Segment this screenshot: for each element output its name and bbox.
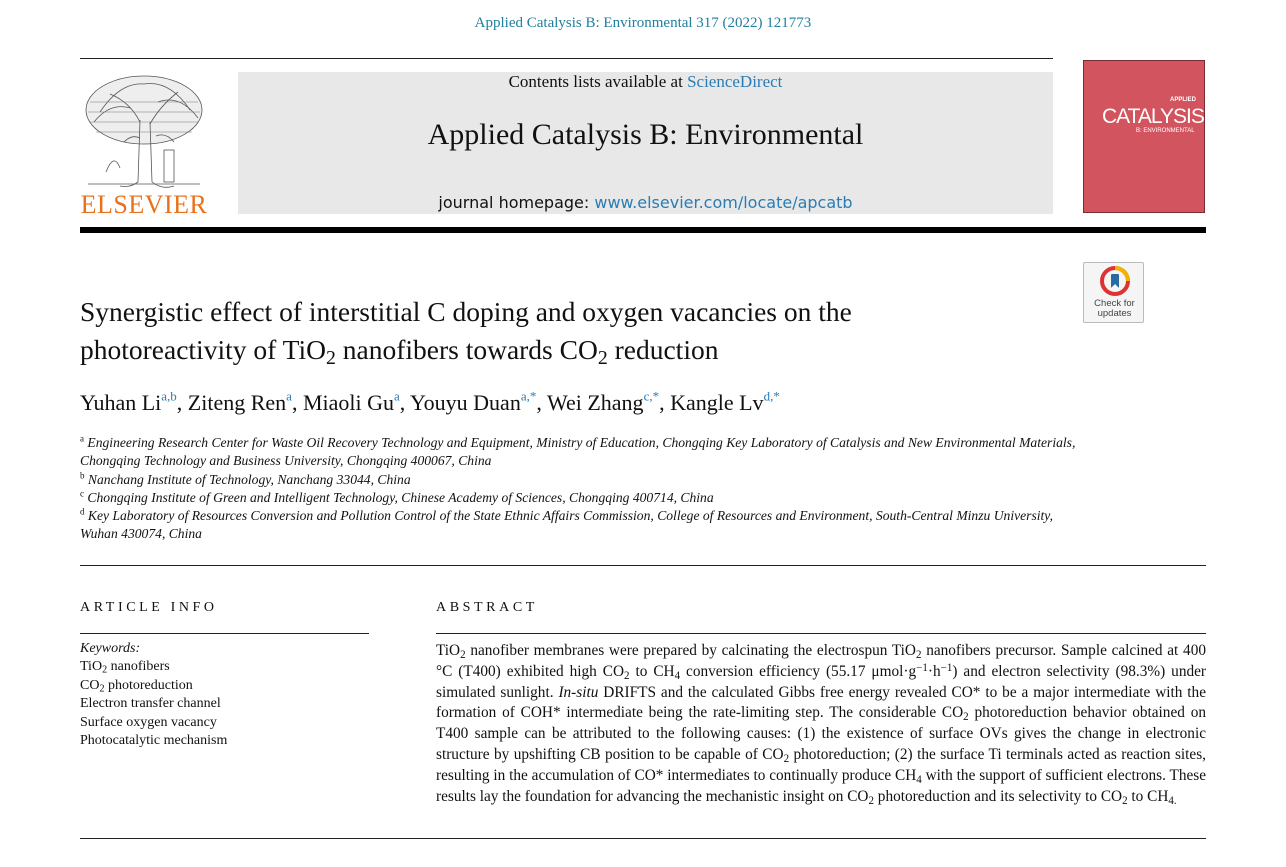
keyword-text: photoreduction xyxy=(104,677,193,693)
divider xyxy=(436,633,1206,634)
divider xyxy=(80,838,1206,839)
subscript: 4 xyxy=(674,669,681,682)
title-segment: reduction xyxy=(607,334,719,365)
keyword-text: nanofibers xyxy=(107,659,170,675)
abstract-text: photoreduction and its selectivity to CO xyxy=(873,787,1123,805)
sciencedirect-link[interactable]: ScienceDirect xyxy=(687,72,783,91)
homepage-prefix: journal homepage: xyxy=(438,193,595,212)
subscript: 2 xyxy=(868,794,874,807)
title-segment: photoreactivity of TiO xyxy=(80,334,326,365)
author-affiliation-marker[interactable]: a,* xyxy=(520,388,537,404)
check-updates-line1: Check for xyxy=(1094,298,1135,309)
subscript: 2 xyxy=(963,711,969,724)
subscript: 4 xyxy=(916,773,922,786)
abstract-text: photoreduction behavior obtained on T400 sample can be attributed to the following causes: (1) the existence of surface OVs gives the change in electronic structure by upshifting CB position to be capable of CO xyxy=(436,704,1206,763)
affiliation-text: Key Laboratory of Resources Conversion and Pollution Control of the State Ethnic Affairs Commission, College of Resources and Environment, South-Central Minzu University, Wuhan 430074, China xyxy=(80,508,1053,542)
abstract-italic: In-situ xyxy=(558,683,599,701)
check-updates-icon xyxy=(1100,266,1130,296)
abstract-text: nanofibers precursor. Sample calcined at 400 °C (T400) exhibited high CO xyxy=(436,642,1206,680)
author-affiliation-marker[interactable]: a,b xyxy=(161,388,177,404)
subscript: 2 xyxy=(325,346,336,369)
subscript: 2 xyxy=(460,648,466,661)
title-line1: Synergistic effect of interstitial C doping and oxygen vacancies on the xyxy=(80,296,852,327)
keyword-item: Photocatalytic mechanism xyxy=(80,733,228,749)
abstract-end-period: . xyxy=(1173,794,1177,807)
article-title xyxy=(80,293,1070,369)
keywords-list xyxy=(80,640,227,750)
elsevier-wordmark[interactable]: ELSEVIER xyxy=(80,190,208,219)
abstract-text: nanofiber membranes were prepared by calcinating the electrospun TiO xyxy=(465,642,916,659)
affiliation-text: Engineering Research Center for Waste Oil Recovery Technology and Equipment, Ministry of Education, Chongqing Key Laboratory of Catalysis and New Environmental Materials, Chongqing Technology and Business University, Chongqing 400067, China xyxy=(80,435,1076,469)
author-name[interactable]: Miaoli Gu xyxy=(302,390,395,415)
author-name[interactable]: Kangle Lv xyxy=(670,390,764,415)
subscript: 2 xyxy=(99,683,105,695)
divider xyxy=(80,565,1206,566)
citation-line[interactable]: Applied Catalysis B: Environmental 317 (2022) 121773 xyxy=(474,15,812,31)
abstract-text: DRIFTS and the calculated Gibbs free energy revealed CO* to be a major intermediate with the formation of COH* intermediate being the rate-limiting step. The considerable CO xyxy=(436,683,1206,722)
check-updates-label xyxy=(1084,299,1145,319)
author-name[interactable]: Ziteng Ren xyxy=(187,390,287,415)
keyword-item xyxy=(80,658,227,676)
keyword-text: CO xyxy=(80,677,100,693)
author-name[interactable]: Yuhan Li xyxy=(80,390,162,415)
superscript: −1 xyxy=(940,661,953,674)
abstract-text: conversion efficiency (55.17 μmol·g xyxy=(680,662,917,680)
subscript: 4 xyxy=(1168,794,1174,807)
affiliation-item xyxy=(80,489,1080,507)
homepage-line xyxy=(238,193,1053,212)
affiliation-key: c xyxy=(80,488,84,499)
abstract-body xyxy=(436,641,1206,807)
abstract-text: with the support of sufficient electrons. These results lay the foundation for advancing the mechanistic insight on CO xyxy=(436,766,1207,805)
subscript: 2 xyxy=(102,664,108,676)
keyword-item xyxy=(80,677,227,695)
journal-cover-thumbnail[interactable] xyxy=(1083,60,1205,213)
divider xyxy=(80,58,1053,59)
header-thick-divider xyxy=(80,227,1206,233)
keyword-text: TiO xyxy=(80,659,103,675)
affiliation-item xyxy=(80,434,1080,471)
affiliation-key: b xyxy=(80,470,85,481)
check-updates-line2: updates xyxy=(1097,308,1132,319)
abstract-text: TiO xyxy=(436,642,461,659)
cover-environmental-text: B: ENVIRONMENTAL xyxy=(1136,128,1195,134)
cover-applied-text: APPLIED xyxy=(1169,97,1196,103)
keyword-item: Electron transfer channel xyxy=(80,696,221,712)
homepage-link[interactable]: www.elsevier.com/locate/apcatb xyxy=(594,193,853,212)
author-affiliation-marker[interactable]: d,* xyxy=(763,388,780,404)
subscript: 2 xyxy=(915,648,922,661)
cover-catalysis-text: CATALYSIS xyxy=(1102,105,1204,128)
abstract-text: photoreduction; (2) the surface Ti terminals acted as reaction sites, resulting in the accumulation of CO* intermediates to continually produce CH xyxy=(436,745,1206,784)
affiliations xyxy=(80,434,1080,544)
subscript: 2 xyxy=(1122,794,1128,807)
superscript: −1 xyxy=(916,661,928,674)
contents-prefix: Contents lists available at xyxy=(508,72,688,91)
affiliation-item xyxy=(80,471,1080,489)
affiliation-key: a xyxy=(80,433,84,444)
subscript: 2 xyxy=(783,752,790,765)
subscript: 2 xyxy=(597,346,608,369)
contents-line xyxy=(238,72,1053,92)
keyword-item: Surface oxygen vacancy xyxy=(80,714,217,730)
check-for-updates-button[interactable] xyxy=(1083,262,1144,323)
author-name[interactable]: Youyu Duan xyxy=(409,390,521,415)
title-segment: nanofibers towards CO xyxy=(335,334,598,365)
author-affiliation-marker[interactable]: c,* xyxy=(643,388,660,404)
abstract-text: to CH xyxy=(1127,787,1169,805)
subscript: 2 xyxy=(624,669,630,682)
affiliation-item xyxy=(80,507,1080,544)
author-list: Yuhan Li$^{a,b}$, Ziteng Ren$^a$, Miaoli Gu$^a$, Youyu Duan$^{a,*}$, Wei Zhang$^{c,*}$, Kangle $Lv^{d,*}$ xyxy=(80,388,780,415)
author-affiliation-marker[interactable]: a xyxy=(286,388,292,404)
journal-name: Applied Catalysis B: Environmental xyxy=(427,118,864,151)
affiliation-key: d xyxy=(80,506,85,517)
abstract-text: ) and electron selectivity (98.3%) under simulated sunlight. xyxy=(436,662,1206,701)
author-name[interactable]: Wei Zhang xyxy=(546,390,644,415)
affiliation-text: Nanchang Institute of Technology, Nanchang 33044, China xyxy=(87,471,411,487)
abstract-text: ·h xyxy=(927,662,941,680)
abstract-text: to CH xyxy=(629,662,675,680)
affiliation-text: Chongqing Institute of Green and Intelligent Technology, Chinese Academy of Sciences, Chongqing 400714, China xyxy=(87,489,714,505)
keywords-label: Keywords: xyxy=(80,641,141,656)
article-info-heading: ARTICLE INFO xyxy=(80,600,218,615)
author-affiliation-marker[interactable]: a xyxy=(394,388,400,404)
divider xyxy=(80,633,369,634)
abstract-heading: ABSTRACT xyxy=(436,600,538,615)
